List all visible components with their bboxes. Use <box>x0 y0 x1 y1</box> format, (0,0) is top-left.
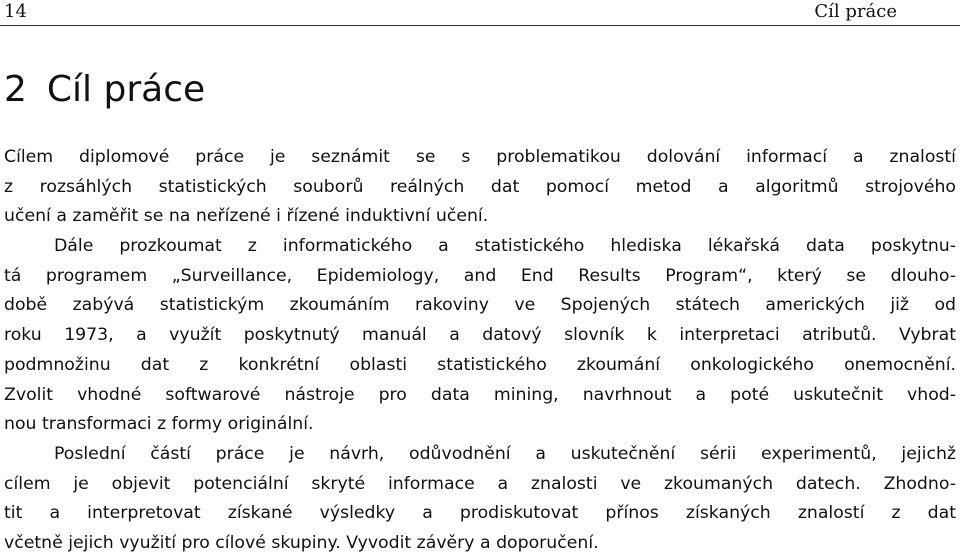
text-line: Cílem diplomové práce je seznámit se s problematikou dolování informací a znalostí <box>4 147 956 167</box>
text-line: cílem je objevit potenciální skryté informace a znalosti ve zkoumaných datech. Zhodno- <box>4 473 956 494</box>
text-line: nou transformaci z formy originální. <box>4 414 314 435</box>
text-line: podmnožinu dat z konkrétní oblasti statistického zkoumání onkologického onemocnění. <box>4 354 956 375</box>
running-head: Cíl práce <box>814 1 897 22</box>
text-line: z rozsáhlých statistických souborů reálných dat pomocí metod a algoritmů strojového <box>4 176 956 197</box>
chapter-heading <box>4 68 205 112</box>
chapter-number: 2 <box>4 69 27 110</box>
text-line: tit a interpretovat získané výsledky a prodiskutovat přínos získaných znalostí z dat <box>4 503 956 524</box>
text-line: roku 1973, a využít poskytnutý manuál a datový slovník k interpretaci atributů. Vybrat <box>4 325 956 346</box>
text-line: Poslední částí práce je návrh, odůvodnění a uskutečnění sérii experimentů, jejichž <box>54 443 956 464</box>
chapter-title: Cíl práce <box>46 69 206 110</box>
text-line: Dále prozkoumat z informatického a statistického hlediska lékařská data poskytnu- <box>54 236 956 257</box>
text-line: včetně jejich využití pro cílové skupiny. Vyvodit závěry a doporučení. <box>4 532 599 553</box>
page-number: 14 <box>4 1 27 22</box>
text-line: Zvolit vhodné softwarové nástroje pro data mining, navrhnout a poté uskutečnit vhod- <box>4 384 956 405</box>
text-line: době zabývá statistickým zkoumáním rakoviny ve Spojených státech amerických již od <box>4 295 956 316</box>
text-line: učení a zaměřit se na neřízené i řízené induktivní učení. <box>4 206 489 227</box>
body-text <box>4 143 956 559</box>
text-line: tá programem „Surveillance, Epidemiology, and End Results Program“, který se dlouho- <box>4 265 956 286</box>
page-header <box>0 0 960 26</box>
